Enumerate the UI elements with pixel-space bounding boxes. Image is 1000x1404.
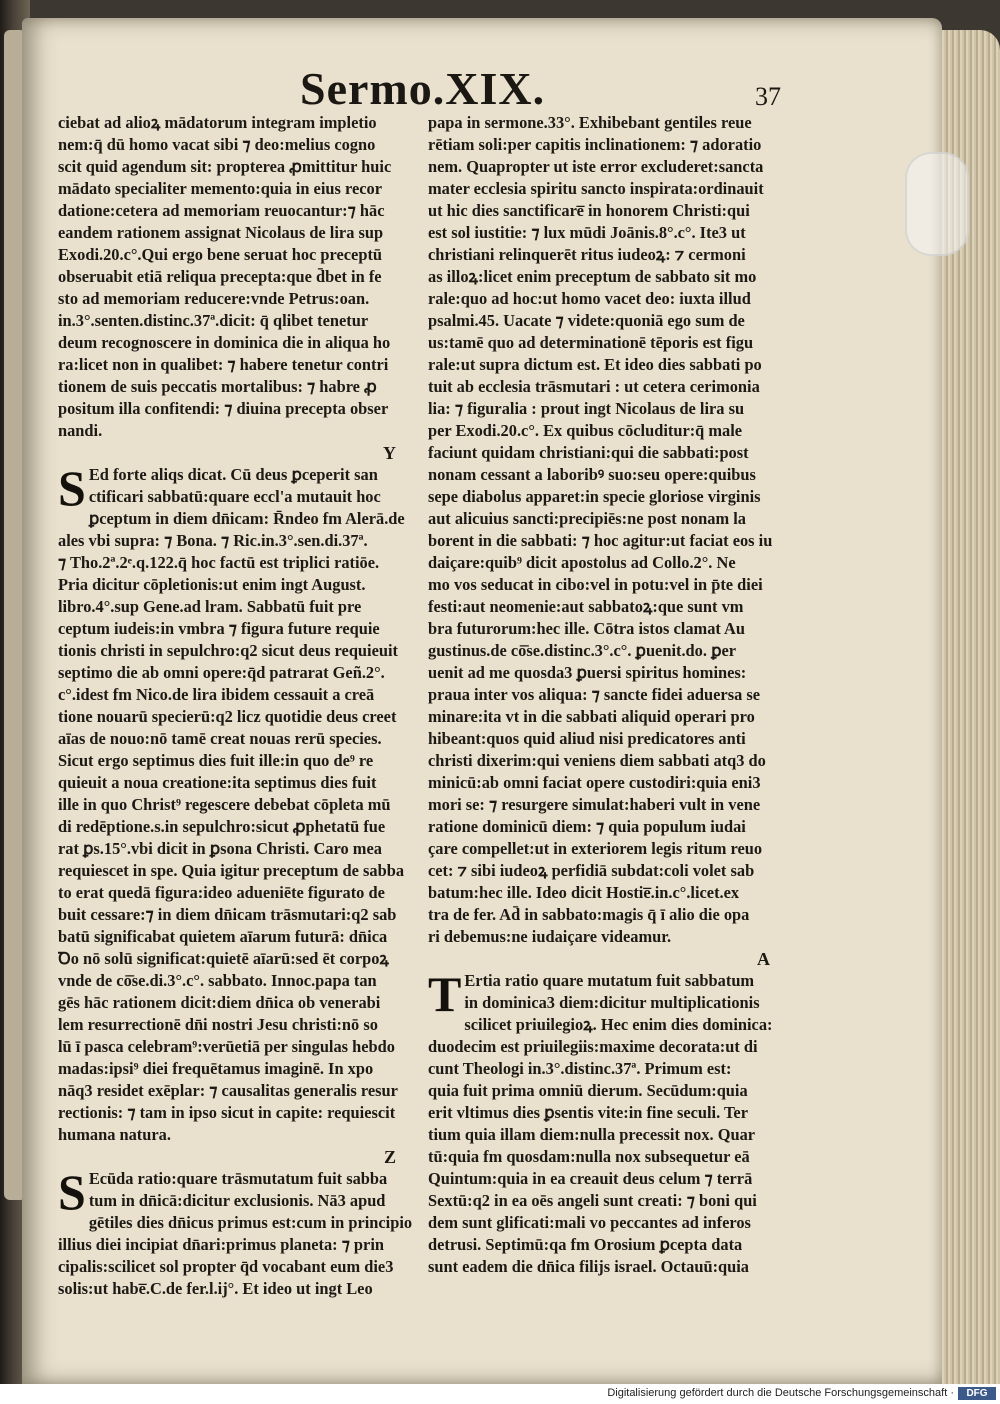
text-line: ꝑceptum in diem dn̄icam: R̄ndeo fm Alerā.de xyxy=(88,509,405,528)
text-line: tionem de suis peccatis mortalibus: ⁊ habre ꝓ xyxy=(58,377,377,396)
section-text xyxy=(58,460,414,1146)
drop-cap: S xyxy=(58,460,86,516)
text-line: rectionis: ⁊ tam in ipso sicut in capite: requiescit xyxy=(58,1103,396,1122)
text-line: in.3°.senten.distinc.37ª.dicit: q̄ qlibet tenetur xyxy=(58,311,369,330)
text-line: vnde de cō̄se.di.3°.c°. sabbato. Innoc.papa tan xyxy=(58,971,377,990)
text-line: mater ecclesia spiritu sancto inspirata:ordinauit xyxy=(428,179,764,198)
text-line: ille in quo Christ⁹ regescere debebat cōpleta mū xyxy=(58,795,391,814)
dfg-logo: DFG xyxy=(958,1387,996,1400)
text-line: aīas de nouo:nō tamē creat nouas rerū species. xyxy=(58,729,382,748)
text-line: rale:ut supra dictum est. Et ideo dies sabbati po xyxy=(428,355,762,374)
section-block xyxy=(428,966,788,1278)
text-line: Sicut ergo septimus dies fuit ille:in quo de⁹ re xyxy=(58,751,374,770)
page-clip xyxy=(905,152,969,256)
text-line: minare:ita vt in die sabbati aliquid operari pro xyxy=(428,707,755,726)
text-line: festi:aut neomenie:aut sabbatoꝝ:que sunt vm xyxy=(428,597,744,616)
text-line: rētiam soli:per capitis inclinationem: ⁊ adoratio xyxy=(428,135,762,154)
section-text xyxy=(58,1164,414,1300)
text-line: ceptum iudeis:in vmbra ⁊ figura future requie xyxy=(58,619,380,638)
text-line: sto ad memoriam reducere:vnde Petrus:oan. xyxy=(58,289,370,308)
text-line: daiçare:quib⁹ dicit apostolus ad Collo.2°. Ne xyxy=(428,553,736,572)
text-line: rat ꝑs.15°.vbi dicit in ꝑsona Christi. Caro mea xyxy=(58,839,382,858)
text-line: Quintum:quia in ea creauit deus celum ⁊ terrā xyxy=(428,1169,753,1188)
text-line: ciebat ad alioꝝ mādatorum integram impletio xyxy=(58,113,377,132)
text-line: eandem rationem assignat Nicolaus de lira sup xyxy=(58,223,384,242)
text-line: papa in sermone.33°. Exhibebant gentiles reue xyxy=(428,113,752,132)
text-line: positum illa confitendi: ⁊ diuina precepta obser xyxy=(58,399,389,418)
text-line: as illoꝝ:licet enim preceptum de sabbato sit mo xyxy=(428,267,757,286)
text-line: us:tamē quo ad determinationē tēporis est figu xyxy=(428,333,754,352)
text-line: rale:quo ad hoc:ut homo vacet deo: iuxta illud xyxy=(428,289,751,308)
text-line: tuit ab ecclesia trāsmutari : ut cetera cerimonia xyxy=(428,377,760,396)
text-line: tionis christi in sepulchro:q2 sicut deus requieuit xyxy=(58,641,399,660)
text-line: ⁊ Tho.2ª.2ᵉ.q.122.q̄ hoc factū est triplici ratiōe. xyxy=(58,553,380,572)
text-line: per Exodi.20.c°. Ex quibus cōcluditur:q̄ male xyxy=(428,421,743,440)
text-line: ales vbi supra: ⁊ Bona. ⁊ Ric.in.3°.sen.di.37ª. xyxy=(58,531,368,550)
text-line: christi dixerim:qui veniens diem sabbati atq3 do xyxy=(428,751,766,770)
text-line: scit quid agendum sit: propterea ꝓmittitur huic xyxy=(58,157,392,176)
section-marker: Y xyxy=(383,443,396,463)
text-line: lem resurrectionē dn̄i nostri Jesu christi:nō so xyxy=(58,1015,378,1034)
text-line: cunt Theologi in.3°.distinc.37ª. Primum est: xyxy=(428,1059,732,1078)
text-line: illius diei incipiat dn̄ari:primus planeta: ⁊ prin xyxy=(58,1235,384,1254)
text-line: aut alicuius sancti:precipiēs:ne post nonam la xyxy=(428,509,746,528)
text-line: dem sunt glificati:mali vo peccantes ad inferos xyxy=(428,1213,751,1232)
text-line: Ꝺo nō solū significat:quietē aīarū:sed ēt corpoꝝ xyxy=(58,949,389,968)
right-column-text xyxy=(428,112,788,948)
text-line: obseruabit etiā reliqua precepta:que d̄bet in fe xyxy=(58,267,382,286)
text-line: scilicet priuilegioꝝ. Hec enim dies dominica: xyxy=(464,1015,773,1034)
text-line: sepe diabolus apparet:in specie gloriose virginis xyxy=(428,487,761,506)
text-line: Ecūda ratio:quare trāsmutatum fuit sabba xyxy=(88,1169,388,1188)
text-line: ri debemus:ne iudaiçare videamur. xyxy=(428,927,672,946)
text-line: Sextū:q2 in ea oēs angeli sunt creati: ⁊ boni qui xyxy=(428,1191,757,1210)
section-text xyxy=(428,966,788,1278)
text-line: nem. Quapropter ut iste error excluderet:sancta xyxy=(428,157,764,176)
text-line: christiani relinquerēt ritus iudeoꝝ: ⁊ cermoni xyxy=(428,245,746,264)
text-line: hibeant:quos quid aliud nisi predicatores anti xyxy=(428,729,746,748)
text-line: ctificari sabbatū:quare eccl'a mutauit hoc xyxy=(88,487,381,506)
text-line: batum:hec ille. Ideo dicit Hostie̅.in.c°.licet.ex xyxy=(428,883,740,902)
footer-bar xyxy=(0,1384,1000,1404)
text-line: nonam cessant a laboribꝰ suo:seu opere:quibus xyxy=(428,465,756,484)
text-line: tra de fer. Ad̄ in sabbato:magis q̄ ī alio die opa xyxy=(428,905,750,924)
text-line: Pria dicitur cōpletionis:ut enim ingt August. xyxy=(58,575,366,594)
text-line: di redēptione.s.in sepulchro:sicut ꝓphetatū fue xyxy=(58,817,386,836)
text-line: quia fuit prima omniū dierum. Secūdum:quia xyxy=(428,1081,748,1100)
drop-cap: S xyxy=(58,1164,86,1220)
text-line: faciunt quidam christiani:qui die sabbati:post xyxy=(428,443,749,462)
text-line: tium quia illam diem:nulla precessit nox. Quar xyxy=(428,1125,756,1144)
text-line: uenit ad me quosda3 ꝑuersi spiritus homines: xyxy=(428,663,747,682)
text-line: in dominica3 diem:dicitur multiplicationis xyxy=(464,993,760,1012)
section-marker: A xyxy=(757,949,770,969)
text-line: lū ī pasca celebram⁹:verūetiā per singulas hebdo xyxy=(58,1037,395,1056)
text-line: ut hic dies sanctificare̅ in honorem Christi:qui xyxy=(428,201,750,220)
text-line: buit cessare:⁊ in diem dn̄icam trāsmutari:q2 sab xyxy=(58,905,397,924)
text-line: est sol iustitie: ⁊ lux mūdi Joānis.8°.c°. Ite3 ut xyxy=(428,223,746,242)
text-line: nem:q̄ dū homo vacat sibi ⁊ deo:melius cogno xyxy=(58,135,376,154)
text-line: praua inter vos aliqua: ⁊ sancte fidei aduersa se xyxy=(428,685,761,704)
text-line: borent in die sabbati: ⁊ hoc agitur:ut faciat eos iu xyxy=(428,531,773,550)
text-line: bra futurorum:hec ille. Cōtra istos clamat Au xyxy=(428,619,745,638)
text-line: gēs hāc rationem dicit:diem dn̄ica ob venerabi xyxy=(58,993,381,1012)
text-line: tū:quia fm quosdam:nulla nox subsequetur eā xyxy=(428,1147,750,1166)
text-line: ratione dominicū diem: ⁊ quia populum iudai xyxy=(428,817,746,836)
text-line: gustinus.de cō̄se.distinc.3°.c°. ꝑuenit.do. ꝑer xyxy=(428,641,737,660)
text-line: datione:cetera ad memoriam reuocantur:⁊ hāc xyxy=(58,201,385,220)
text-line: erit vltimus dies ꝑsentis vite:in fine seculi. Ter xyxy=(428,1103,748,1122)
left-column-text xyxy=(58,112,414,442)
text-line: detrusi. Septimū:qa fm Orosium ꝑcepta data xyxy=(428,1235,743,1254)
text-line: mo vos seducat in cibo:vel in potu:vel in p̄te diei xyxy=(428,575,763,594)
funding-credit: Digitalisierung gefördert durch die Deutsche Forschungsgemeinschaft · xyxy=(607,1387,954,1399)
text-line: deum recognoscere in dominica die in aliqua ho xyxy=(58,333,391,352)
text-line: Exodi.20.c°.Qui ergo bene seruat hoc preceptū xyxy=(58,245,383,264)
drop-cap: T xyxy=(428,966,462,1022)
text-line: requiescet in spe. Quia igitur preceptum de sabba xyxy=(58,861,405,880)
text-line: madas:ipsi⁹ diei frequētamus imaginē. In xpo xyxy=(58,1059,374,1078)
text-line: Ed forte aliqs dicat. Cū deus ꝑceperit san xyxy=(88,465,378,484)
text-line: gētiles dies dn̄icus primus est:cum in principio xyxy=(88,1213,413,1232)
text-line: lia: ⁊ figuralia : prout ingt Nicolaus de lira su xyxy=(428,399,745,418)
text-line: nandi. xyxy=(58,421,103,440)
text-line: cipalis:scilicet sol propter q̄d vocabant eum die3 xyxy=(58,1257,394,1276)
text-line: çare compellet:ut in exteriorem legis ritum reuo xyxy=(428,839,763,858)
text-line: batū significabat quietem aīarum futurā: dn̄ica xyxy=(58,927,388,946)
text-line: c°.idest fm Nico.de lira ibidem cessauit a creā xyxy=(58,685,375,704)
text-line: tum in dn̄icā:dicitur exclusionis. Nā3 apud xyxy=(88,1191,386,1210)
text-line: quieuit a noua creatione:ita septimus dies fuit xyxy=(58,773,377,792)
text-line: tione nouarū specierū:q2 licz quotidie deus creet xyxy=(58,707,397,726)
section-block xyxy=(58,460,414,1146)
text-line: mori se: ⁊ resurgere simulat:haberi vult in vene xyxy=(428,795,761,814)
text-line: duodecim est priuilegiis:maxime decorata:ut di xyxy=(428,1037,758,1056)
text-line: to erat quedā figura:ideo adueniēte figurato de xyxy=(58,883,385,902)
right-column xyxy=(428,112,788,1278)
left-column xyxy=(58,112,414,1300)
section-block xyxy=(58,1164,414,1300)
text-line: psalmi.45. Uacate ⁊ videte:quoniā ego sum de xyxy=(428,311,745,330)
text-line: Ertia ratio quare mutatum fuit sabbatum xyxy=(464,971,755,990)
folio-number: 37 xyxy=(755,82,781,111)
text-line: septimo die ab omni opere:q̄d patrarat Geñ.2°. xyxy=(58,663,385,682)
text-line: solis:ut habe̅.C.de fer.l.ij°. Et ideo ut ingt Leo xyxy=(58,1279,373,1298)
text-line: minicū:ab omni faciat opere custodiri:quia eni3 xyxy=(428,773,761,792)
text-line: humana natura. xyxy=(58,1125,171,1144)
section-marker: Z xyxy=(383,1147,396,1167)
text-line: mādato specialiter memento:quia in eius recor xyxy=(58,179,382,198)
text-line: ra:licet non in qualibet: ⁊ habere tenetur contri xyxy=(58,355,389,374)
running-head: Sermo.XIX. xyxy=(300,63,546,114)
text-line: sunt eadem die dn̄ica filijs israel. Octauū:quia xyxy=(428,1257,750,1276)
text-line: cet: ⁊ sibi iudeoꝝ perfidiā subdat:coli volet sab xyxy=(428,861,755,880)
text-line: nāq3 residet exēplar: ⁊ causalitas generalis resur xyxy=(58,1081,398,1100)
text-line: libro.4°.sup Gene.ad lram. Sabbatū fuit pre xyxy=(58,597,362,616)
